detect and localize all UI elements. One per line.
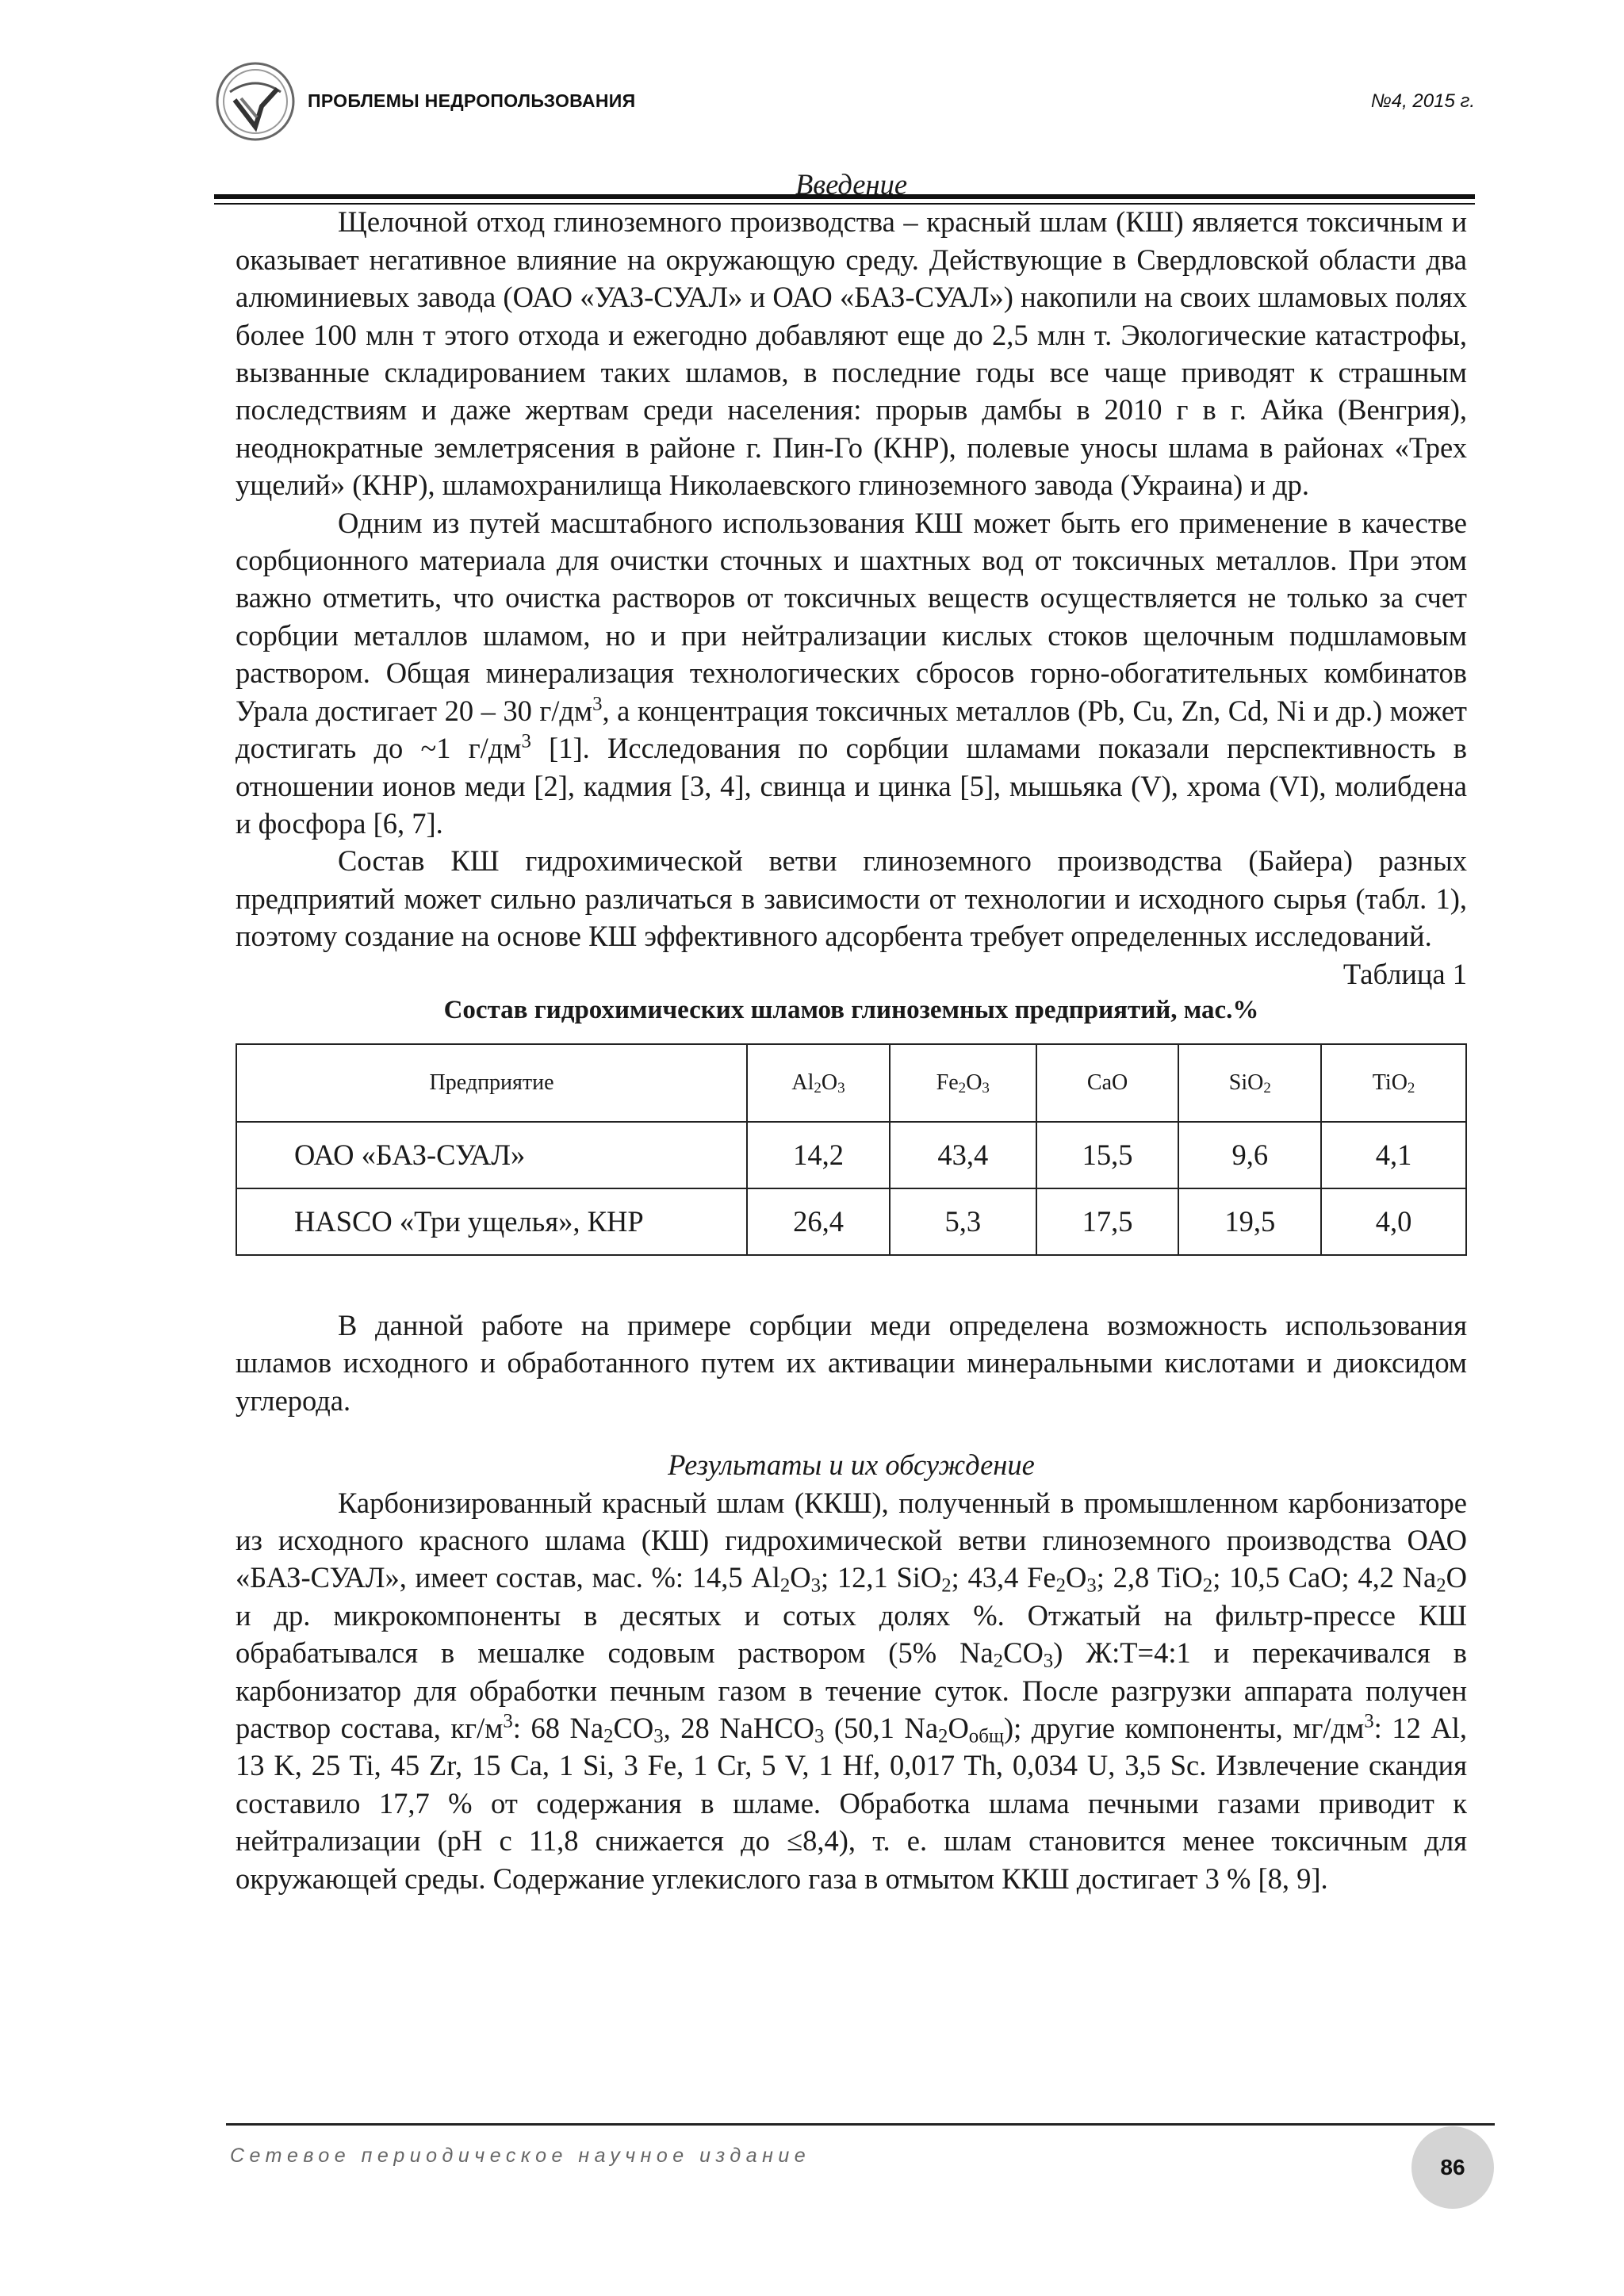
col-enterprise: Предприятие [236,1044,747,1122]
paragraph-3: Состав КШ гидрохимической ветви глиноземного производства (Байера) разных предприятий может сильно различаться в зависимости от технологии и исходного сырья (табл. 1), поэтому создание на основе КШ эффективного адсорбента требует определенных исследований. [236,844,1467,953]
paragraph-after-table: В данной работе на примере сорбции меди определена возможность использования шламов исходного и обработанного путем их активации минеральными кислотами и диоксидом углерода. [236,1308,1467,1417]
col-cao: CaO [1036,1044,1179,1122]
paragraph-2: Одним из путей масштабного использования КШ может быть его применение в качестве сорбционного материала для очистки сточных и шахтных вод от токсичных металлов. При этом важно отметить, что очистка растворов от токсичных веществ осуществляется не только за счет сорбции металлов шламом, но и при нейтрализации кислых стоков щелочным подшламовым раствором. Общая минерализация технологических сбросов горно-обогатительных комбинатов Урала достигает 20 – 30 $г/дм^3$, а концентрация токсичных металлов (Pb, Cu, Zn, Cd, Ni и др.) может достигать до ~1 $г/дм^3$ [1]. Исследования по сорбции шламами показали перспективность в отношении ионов меди [2], кадмия [3, 4], свинца и цинка [5], мышьяка (V), хрома (VI), молибдена и фосфора [6, 7]. [236,506,1467,840]
table-row [236,1122,1466,1188]
table-cell: 17,5 [1036,1188,1179,1255]
table-cell: 5,3 [890,1188,1036,1255]
col-tio2: TiO$_2$ [1321,1044,1466,1122]
table-cell: 9,6 [1178,1122,1321,1188]
footer-publication-note: Сетевое периодическое научное издание [230,2145,811,2167]
journal-logo-icon [214,60,297,143]
page-header [214,55,1475,151]
issue-number: №4, 2015 г. [1370,90,1475,112]
col-fe2o3: $Fe_2O_3$ [890,1044,1036,1122]
table-cell: ОАО «БАЗ-СУАЛ» [236,1122,747,1188]
table-number: Таблица 1 [1342,957,1467,990]
table-cell: 19,5 [1178,1188,1321,1255]
col-al2o3: $Al_2O_3$ [747,1044,890,1122]
composition-table [236,1043,1467,1256]
journal-name: ПРОБЛЕМЫ НЕДРОПОЛЬЗОВАНИЯ [308,90,636,111]
col-sio2: SiO$_2$ [1178,1044,1321,1122]
section-title-intro: Введение [795,168,908,201]
table-header-row [236,1044,1466,1122]
table-cell: HASCO «Три ущелья», КНР [236,1188,747,1255]
page-number: 86 [1411,2126,1494,2209]
table-cell: 14,2 [747,1122,890,1188]
table-caption: Состав гидрохимических шламов глиноземных предприятий, мас.% [443,995,1259,1024]
table-cell: 15,5 [1036,1122,1179,1188]
table-cell: 26,4 [747,1188,890,1255]
paragraph-1: Щелочной отход глиноземного производства – красный шлам (КШ) является токсичным и оказывает негативное влияние на окружающую среду. Действующие в Свердловской области два алюминиевых завода (ОАО «УАЗ-СУАЛ» и ОАО «БАЗ-СУАЛ») накопили на своих шламовых полях более 100 млн т этого отхода и ежегодно добавляют еще до 2,5 млн т. Экологические катастрофы, вызванные складированием таких шламов, в последние годы все чаще приводят к страшным последствиям и даже жертвам среди населения: прорыв дамбы в 2010 г в г. Айка (Венгрия), неоднократные землетрясения в районе г. Пин-Го (КНР), полевые уносы шлама в районах «Трех ущелий» (КНР), шламохранилища Николаевского глиноземного завода (Украина) и др. [236,205,1467,502]
table-row [236,1188,1466,1255]
section-title-results: Результаты и их обсуждение [668,1448,1035,1482]
footer-rule [226,2123,1495,2126]
table-cell: 4,0 [1321,1188,1466,1255]
article-body [236,163,1467,1897]
table-cell: 43,4 [890,1122,1036,1188]
paragraph-results: Карбонизированный красный шлам (ККШ), полученный в промышленном карбонизаторе из исходного красного шлама (КШ) гидрохимической ветви глиноземного производства ОАО «БАЗ-СУАЛ», имеет состав, мас. %: 14,5 $Al_2O_3$; 12,1 SiO$_2$; 43,4 $Fe_2O_3$; 2,8 TiO$_2$; 10,5 CaO; 4,2 $Na_2O$ и др. микрокомпоненты в десятых и сотых долях %. Отжатый на фильтр-прессе КШ обрабатывался в мешалке содовым раствором (5% $Na_2CO_3$) Ж:Т=4:1 и перекачивался в карбонизатор для обработки печным газом в течение суток. После разгрузки аппарата получен раствор состава, $кг/м^3$: 68 $Na_2CO_3$, 28 NaHCO$_3$ (50,1 $Na_2O_{общ}$); другие компоненты, $мг/дм^3$: 12 Al, 13 K, 25 Ti, 45 Zr, 15 Ca, 1 Si, 3 Fe, 1 Cr, 5 V, 1 Hf, 0,017 Th, 0,034 U, 3,5 Sc. Извлечение скандия составило 17,7 % от содержания в шламе. Обработка шлама печными газами приводит к нейтрализации (pH с 11,8 снижается до ≤8,4), т. е. шлам становится менее токсичным для окружающей среды. Содержание углекислого газа в отмытом ККШ достигает 3 % [8, 9]. [236,1486,1467,1895]
table-cell: 4,1 [1321,1122,1466,1188]
